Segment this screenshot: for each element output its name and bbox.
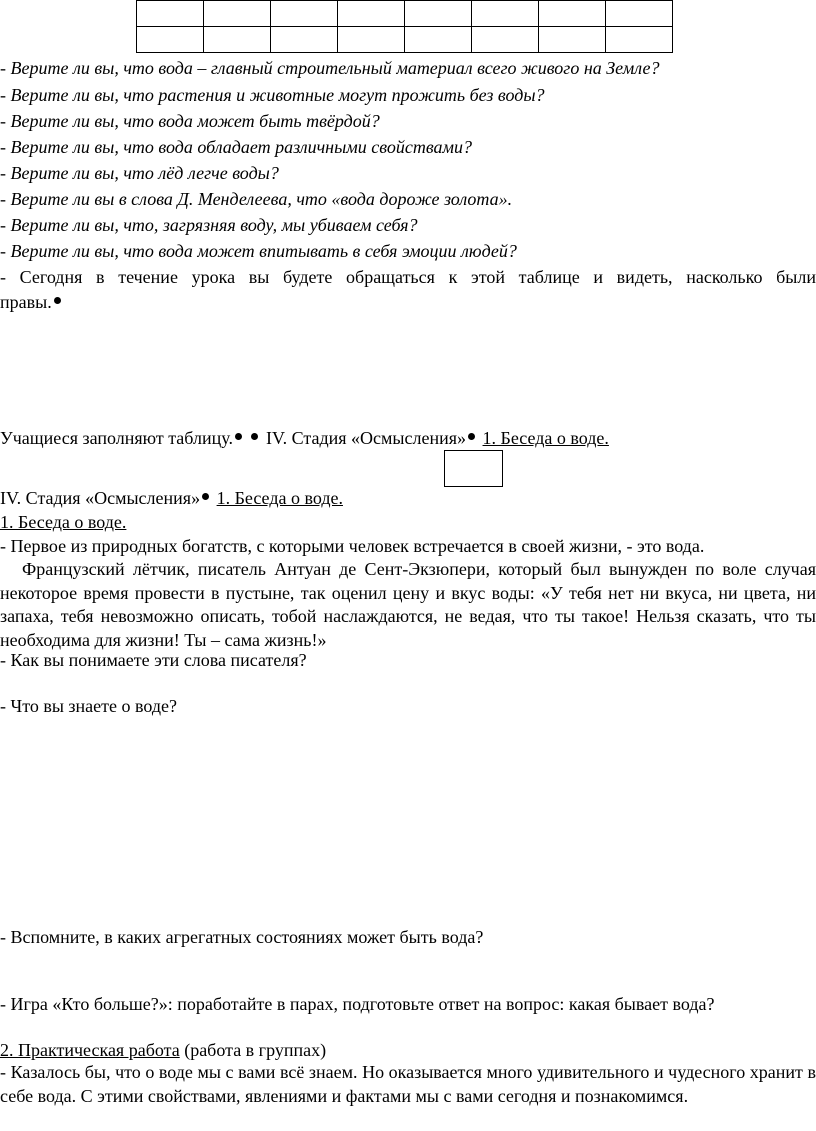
bullet-icon bbox=[468, 433, 475, 440]
practical-line bbox=[0, 1037, 326, 1063]
bullet-icon bbox=[202, 493, 209, 500]
today-paragraph bbox=[0, 265, 816, 315]
table-cell bbox=[137, 1, 204, 27]
table-cell bbox=[539, 27, 606, 53]
exupery-paragraph bbox=[0, 558, 816, 652]
question-1: - Верите ли вы, что вода – главный строительный материал всего живого на Земле? bbox=[0, 58, 660, 78]
game-text: - Игра «Кто больше?»: поработайте в парах, подготовьте ответ на вопрос: какая бывает вода? bbox=[0, 994, 715, 1014]
stage-title: IV. Стадия «Осмысления» bbox=[0, 488, 201, 508]
today-line-2: правы. bbox=[0, 292, 52, 312]
table-cell bbox=[606, 27, 673, 53]
table-cell bbox=[606, 1, 673, 27]
table-cell bbox=[472, 1, 539, 27]
table-cell bbox=[271, 27, 338, 53]
question-7: - Верите ли вы, что, загрязняя воду, мы убиваем себя? bbox=[0, 215, 418, 235]
bullet-icon bbox=[251, 433, 258, 440]
conversation-title: 1. Беседа о воде. bbox=[482, 428, 609, 448]
closing-paragraph: - Казалось бы, что о воде мы с вами всё знаем. Но оказывается много удивительного и чудесного хранит в себе вода. С этими свойствами, явлениями и фактами мы с вами сегодня и познакомимся. bbox=[0, 1062, 816, 1106]
table-cell bbox=[271, 1, 338, 27]
question-3: - Верите ли вы, что вода может быть твёрдой? bbox=[0, 111, 380, 131]
question-4: - Верите ли вы, что вода обладает различными свойствами? bbox=[0, 137, 472, 157]
table-row bbox=[137, 1, 673, 27]
answer-table bbox=[136, 0, 673, 53]
conversation-title: 1. Беседа о воде. bbox=[216, 488, 343, 508]
first-wealth-text: - Первое из природных богатств, с которыми человек встречается в своей жизни, - это вода. bbox=[0, 536, 705, 556]
bullet-icon bbox=[54, 297, 61, 304]
stage-line bbox=[0, 485, 343, 511]
practical-note: (работа в группах) bbox=[179, 1040, 327, 1060]
question-8: - Верите ли вы, что вода может впитывать в себя эмоции людей? bbox=[0, 241, 517, 261]
stage-title: IV. Стадия «Осмысления» bbox=[265, 428, 467, 448]
empty-box bbox=[444, 450, 503, 487]
table-cell bbox=[137, 27, 204, 53]
table-cell bbox=[472, 27, 539, 53]
remember-states-text: - Вспомните, в каких агрегатных состояниях может быть вода? bbox=[0, 927, 484, 947]
how-understand-text: - Как вы понимаете эти слова писателя? bbox=[0, 650, 307, 670]
table-row bbox=[137, 27, 673, 53]
question-2: - Верите ли вы, что растения и животные могут прожить без воды? bbox=[0, 85, 545, 105]
table-cell bbox=[204, 27, 271, 53]
table-cell bbox=[539, 1, 606, 27]
question-5: - Верите ли вы, что лёд легче воды? bbox=[0, 163, 279, 183]
table-cell bbox=[405, 27, 472, 53]
students-fill-line bbox=[0, 425, 609, 451]
question-6: - Верите ли вы в слова Д. Менделеева, что «вода дороже золота». bbox=[0, 189, 513, 209]
table-cell bbox=[204, 1, 271, 27]
today-line-1: - Сегодня в течение урока вы будете обращаться к этой таблице и видеть, насколько были bbox=[0, 267, 816, 287]
table-cell bbox=[338, 27, 405, 53]
table-cell bbox=[338, 1, 405, 27]
practical-title: 2. Практическая работа bbox=[0, 1040, 180, 1060]
students-fill-text: Учащиеся заполняют таблицу. bbox=[0, 428, 233, 448]
bullet-icon bbox=[235, 433, 242, 440]
conversation-heading: 1. Беседа о воде. bbox=[0, 512, 127, 532]
exupery-text: Французский лётчик, писатель Антуан де Сент-Экзюпери, который был вынужден по воле случая некоторое время провести в пустыне, так оценил цену и вкус воды: «У тебя нет ни вкуса, ни цвета, ни запаха, тебя невозможно описать, тобой наслаждаются, не ведая, что ты такое! Нельзя сказать, что ты необходима для жизни! Ты – сама жизнь!» bbox=[0, 559, 816, 650]
table-cell bbox=[405, 1, 472, 27]
what-know-text: - Что вы знаете о воде? bbox=[0, 696, 177, 716]
